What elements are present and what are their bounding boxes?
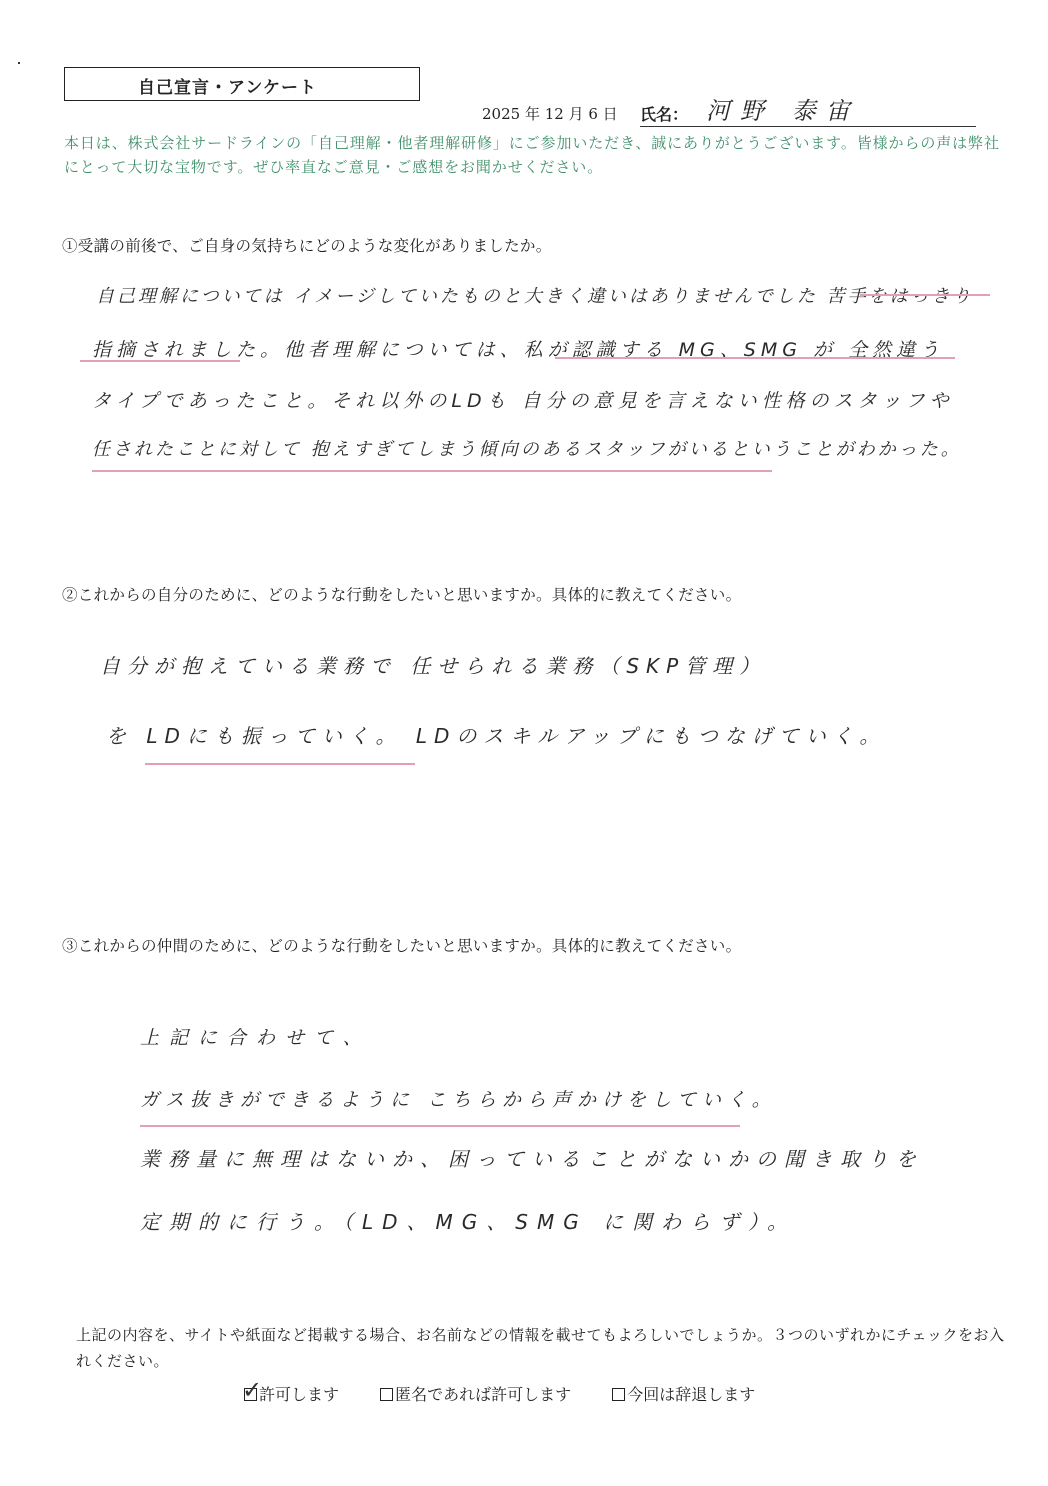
q1-answer-line-2: 指摘されました。他者理解については、私が認識する MG、SMG が 全然違う	[92, 339, 945, 361]
q1-answer-line-1: 自己理解については イメージしていたものと大きく違いはありませんでした 苦手をはっきり	[96, 286, 974, 307]
form-title: 自己宣言・アンケート	[138, 78, 317, 98]
q3-answer-line-1: 上記に合わせて、	[140, 1027, 372, 1049]
option-decline[interactable]	[612, 1382, 755, 1405]
q1-highlight-3	[555, 357, 955, 359]
name-label: 氏名：	[640, 105, 689, 124]
form-date: 2025 年 12 月 6 日	[482, 105, 618, 123]
q2-answer-line-1: 自分が抱えている業務で 任せられる業務（SKP管理）	[100, 654, 767, 678]
intro-text: 本日は、株式会社サードラインの「自己理解・他者理解研修」にご参加いただき、誠にありがとうございます。皆様からの声は弊社にとって大切な宝物です。ぜひ率直なご意見・ご感想をお聞かせください。	[64, 134, 1000, 176]
consent-text: 上記の内容を、サイトや紙面など掲載する場合、お名前などの情報を載せてもよろしいでしょうか。３つのいずれかにチェックをお入れください。	[76, 1326, 1005, 1370]
q1-answer-line-3: タイプであったこと。それ以外のLDも 自分の意見を言えない性格のスタッフや	[92, 390, 954, 412]
q1-highlight-4	[92, 470, 772, 472]
q3-answer-line-3: 業務量に無理はないか、困っていることがないかの聞き取りを	[140, 1147, 924, 1171]
scan-speck	[18, 62, 20, 64]
consent-options	[244, 1382, 791, 1405]
q2-highlight-1	[145, 763, 415, 765]
q3-answer-line-2: ガス抜きができるように こちらから声かけをしていく。	[140, 1089, 777, 1111]
option-anonymous-label: 匿名であれば許可します	[395, 1385, 572, 1404]
q3-answer-line-4: 定期的に行う。（LD、MG、SMG に関わらず）。	[140, 1210, 797, 1234]
question-2: ②これからの自分のために、どのような行動をしたいと思いますか。具体的に教えてください。	[62, 586, 742, 604]
name-underline	[640, 126, 976, 127]
checkbox-decline[interactable]	[612, 1388, 625, 1401]
name-value: 河野 泰宙	[706, 97, 860, 125]
question-3: ③これからの仲間のために、どのような行動をしたいと思いますか。具体的に教えてください。	[62, 937, 742, 955]
q3-highlight-1	[140, 1125, 740, 1127]
checkmark-icon: ✓	[242, 1376, 263, 1404]
option-allow-label: 許可します	[259, 1385, 340, 1404]
checkbox-anonymous[interactable]	[380, 1388, 393, 1401]
option-decline-label: 今回は辞退します	[627, 1385, 756, 1404]
q1-highlight-1	[860, 294, 990, 296]
q2-answer-line-2: を LDにも振っていく。 LDのスキルアップにもつなげていく。	[106, 724, 887, 748]
q1-answer-line-4: 任されたことに対して 抱えすぎてしまう傾向のあるスタッフがいるということがわかった。	[92, 439, 962, 460]
q1-highlight-2	[80, 360, 240, 362]
option-anonymous[interactable]	[380, 1382, 571, 1405]
question-1: ①受講の前後で、ご自身の気持ちにどのような変化がありましたか。	[62, 237, 552, 255]
